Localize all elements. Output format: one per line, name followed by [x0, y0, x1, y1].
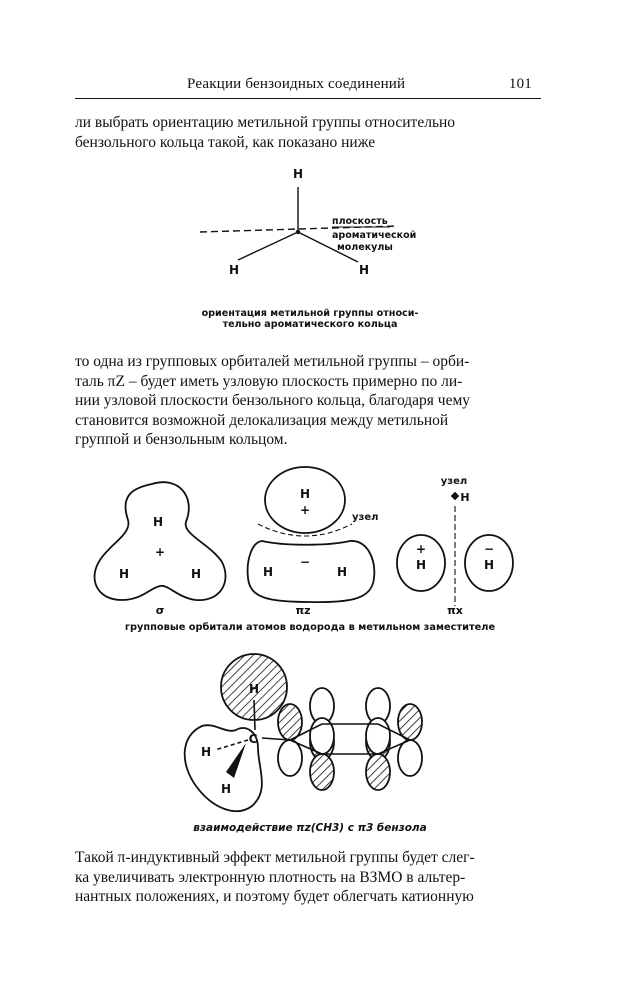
figure2-caption: групповые орбитали атомов водорода в метильном заместителе	[124, 622, 496, 633]
plane-label-line2: ароматической	[332, 230, 417, 241]
text-line: то одна из групповых орбиталей метильной группы – орби-	[75, 353, 470, 370]
sigma-label: σ	[155, 604, 165, 617]
pix-sign-left: +	[415, 542, 427, 556]
pix-node-label: узел	[440, 476, 468, 487]
pix-hydrogen-left: H	[415, 558, 427, 572]
text-line: нантных положениях, и поэтому будет облегчать катионную	[75, 888, 474, 906]
page-number: 101	[508, 76, 532, 92]
sigma-sign: +	[154, 545, 166, 559]
caption-line: тельно ароматического кольца	[222, 319, 398, 330]
pix-hydrogen-node: H	[460, 491, 470, 504]
p-orbital-lobe	[278, 704, 302, 740]
piz-label: πz	[295, 604, 311, 617]
carbon-label: C	[248, 732, 258, 746]
piz-sign-bottom: −	[299, 555, 311, 569]
paragraph-pi-inductive	[75, 848, 541, 907]
p-orbital-lobe	[278, 740, 302, 776]
text-line: Такой π-индуктивный эффект метильной группы будет слег-	[75, 849, 475, 866]
sigma-hydrogen-right: H	[190, 567, 202, 581]
piz-node-label: узел	[352, 512, 379, 523]
pix-sign-right: −	[483, 542, 495, 556]
pix-hydrogen-right: H	[483, 558, 495, 572]
pix-label: πx	[447, 604, 463, 617]
c-h-top-bond	[254, 700, 255, 730]
hydrogen-top: H	[292, 167, 304, 181]
piz-hydrogen-left: H	[262, 565, 274, 579]
text-line: ка увеличивать электронную плотность на ВЗМО в альтер-	[75, 868, 466, 886]
sigma-hydrogen-top: H	[152, 515, 164, 529]
p-orbital-lobe	[366, 754, 390, 790]
text-line: становится возможной делокализация между метильной	[75, 411, 449, 429]
p-orbital-lobe	[398, 704, 422, 740]
hydrogen-right: H	[358, 263, 370, 277]
plane-label-line3: молекулы	[337, 242, 393, 253]
figure3-caption: взаимодействие πz(CH3) с π3 бензола	[193, 822, 427, 834]
text-line: ли выбрать ориентацию метильной группы относительно	[75, 114, 456, 131]
text-line: таль πZ – будет иметь узловую плоскость примерно по ли-	[75, 372, 463, 390]
piz-hydrogen-right: H	[336, 565, 348, 579]
hydrogen-left: H	[228, 263, 240, 277]
sigma-hydrogen-left: H	[118, 567, 130, 581]
piz-sign-top: +	[299, 503, 311, 517]
hydrogen-top-label: H	[248, 682, 260, 696]
text-line: бензольного кольца такой, как показано ниже	[75, 133, 376, 151]
hydrogen-left-label: H	[200, 745, 212, 759]
p-orbital-lobe	[398, 740, 422, 776]
piz-hydrogen-top: H	[299, 487, 311, 501]
running-head-title: Реакции бензоидных соединений	[187, 76, 406, 92]
text-line: нии узловой плоскости бензольного кольца, благодаря чему	[75, 392, 471, 410]
caption-line: ориентация метильной группы относи-	[201, 308, 419, 319]
text-line: группой и бензольным кольцом.	[75, 431, 288, 449]
p-orbital-lobe	[310, 754, 334, 790]
plane-label-line1: плоскость	[332, 216, 388, 227]
hydrogen-bottom-label: H	[220, 782, 232, 796]
